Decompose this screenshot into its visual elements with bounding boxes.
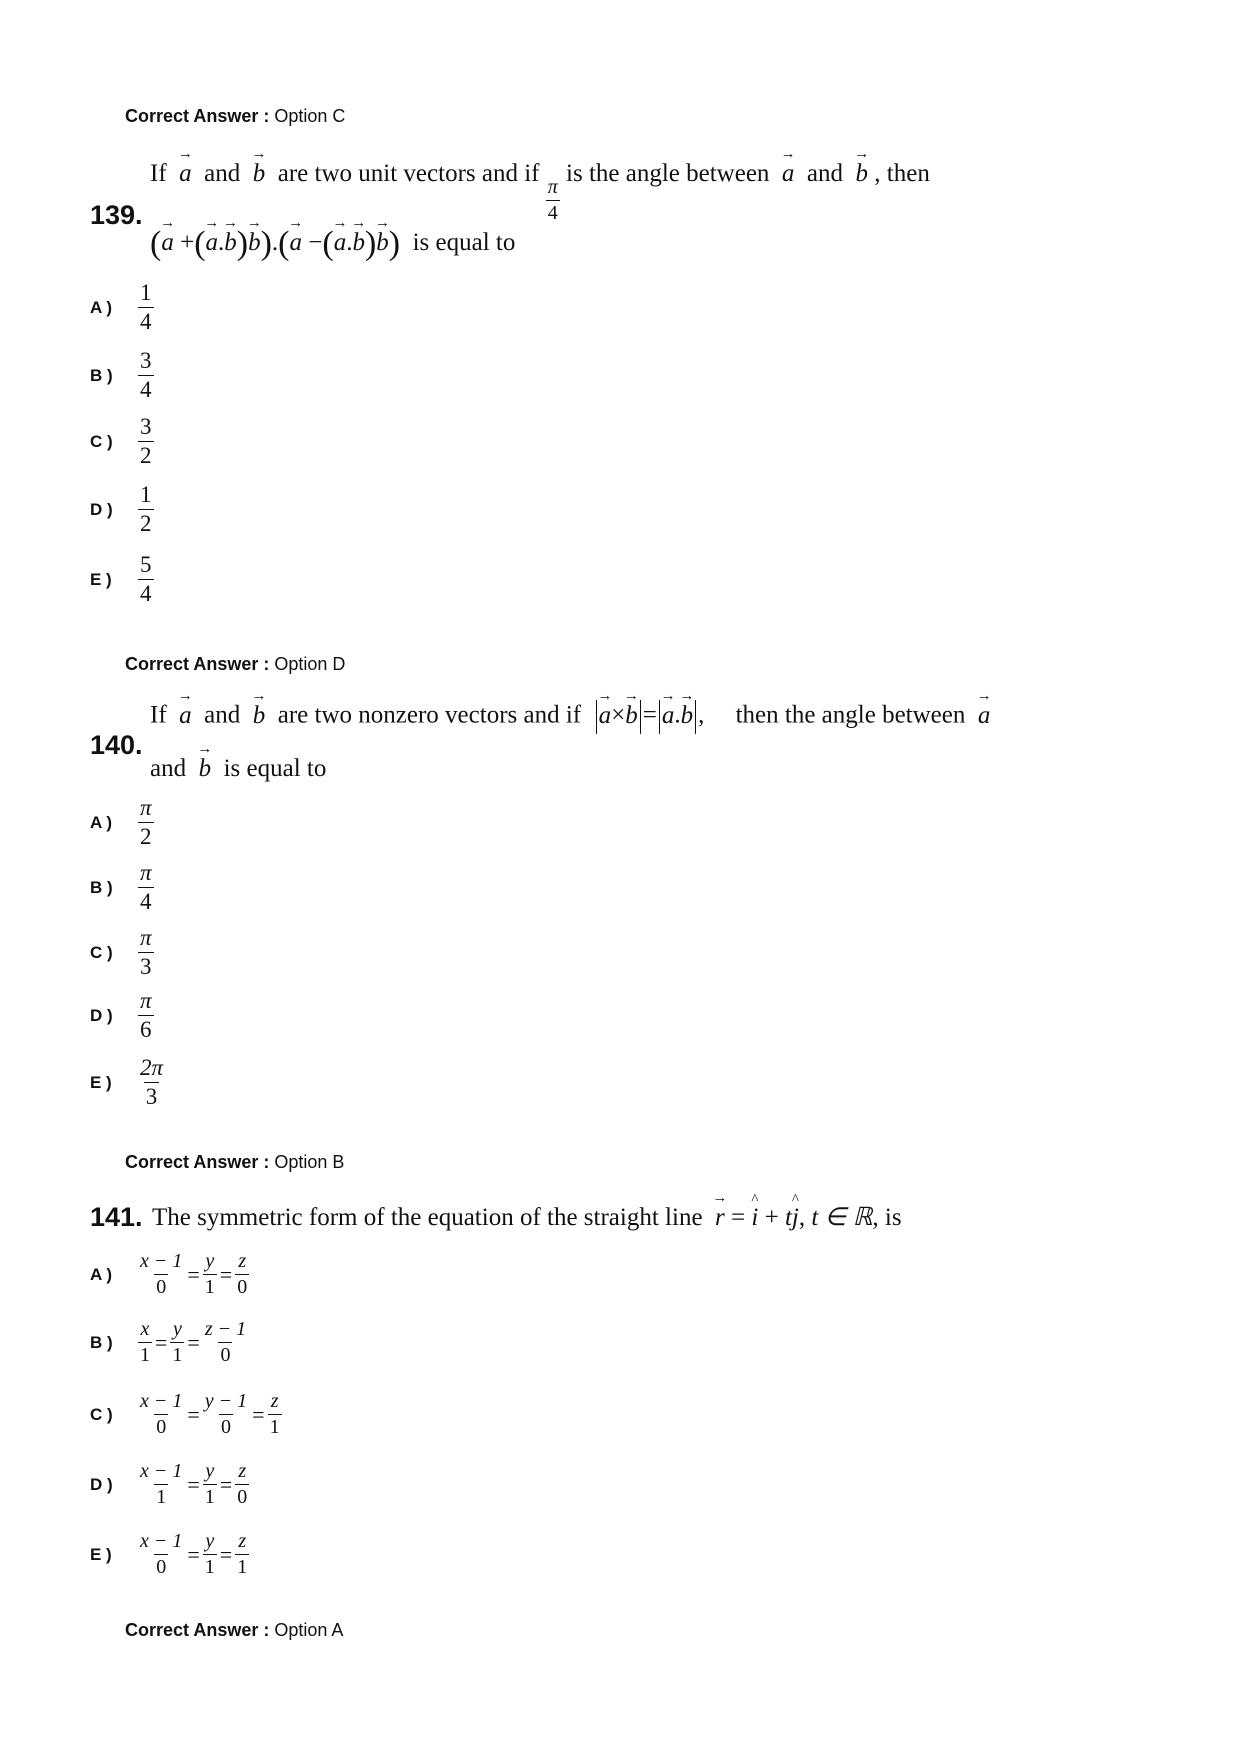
correct-answer-140: Correct Answer : Option B (125, 1152, 345, 1172)
option-140-d[interactable]: D ) $\frac{\pi}{6}$ (90, 988, 152, 1043)
answer-value: Option C (274, 106, 346, 126)
question-number-141: 141. (90, 1202, 143, 1232)
question-141-text: The symmetric form of the equation of the straight line → r = ^ i + t^ j, t ∈ ℝ, is (152, 1202, 902, 1232)
option-140-e[interactable]: E ) $\frac{2\pi}{3}$ (90, 1055, 164, 1110)
option-141-c[interactable]: C ) $\frac{x - 1}{0}$ = $\frac{y - 1}{0}$ = $\frac{z}{1}$ (90, 1390, 280, 1438)
vector-b: → b (253, 160, 266, 188)
question-140-line-1: If → a and → b are two nonzero vectors and if → a×→ b =→ a.→ b , then the angle between → a (150, 700, 990, 734)
option-140-c[interactable]: C ) $\frac{\pi}{3}$ (90, 925, 152, 980)
correct-answer-141: Correct Answer : Option A (125, 1620, 344, 1640)
correct-answer-139: Correct Answer : Option D (125, 654, 346, 674)
option-139-c[interactable]: C ) $\frac{3}{2}$ (90, 414, 152, 469)
vector-a: → a (179, 160, 192, 188)
option-139-b[interactable]: B ) $\frac{3}{4}$ (90, 348, 152, 403)
question-140-line-2: and → b is equal to (150, 755, 326, 783)
option-141-a[interactable]: A ) $\frac{x - 1}{0}$ = $\frac{y}{1}$ = $\frac{z}{0}$ (90, 1250, 248, 1298)
question-number-139: 139. (90, 200, 143, 230)
question-139-line-2: (→ a +(→ a.→ b)→ b).(→ a −(→ a.→ b)→ b) is equal to (150, 225, 515, 263)
correct-answer-138 (125, 106, 345, 127)
question-number-140: 140. (90, 730, 143, 760)
answer-prefix: Correct Answer : (125, 106, 270, 126)
option-139-d[interactable]: D ) $\frac{1}{2}$ (90, 482, 152, 537)
question-139-line-1: If → a and → b are two unit vectors and if $\frac{\pi}{4}$ is the angle between → a and → b , then (150, 160, 930, 225)
option-139-a[interactable]: A ) $\frac{1}{4}$ (90, 280, 152, 335)
option-141-d[interactable]: D ) $\frac{x - 1}{1}$ = $\frac{y}{1}$ = $\frac{z}{0}$ (90, 1460, 248, 1508)
option-140-b[interactable]: B ) $\frac{\pi}{4}$ (90, 860, 152, 915)
pi-over-4: $\frac{\pi}{4}$ (547, 176, 558, 224)
option-140-a[interactable]: A ) $\frac{\pi}{2}$ (90, 795, 152, 850)
option-141-b[interactable]: B ) $\frac{x}{1}$ = $\frac{y}{1}$ = $\frac{z - 1}{0}$ (90, 1318, 247, 1366)
option-141-e[interactable]: E ) $\frac{x - 1}{0}$ = $\frac{y}{1}$ = $\frac{z}{1}$ (90, 1530, 248, 1578)
option-139-e[interactable]: E ) $\frac{5}{4}$ (90, 552, 152, 607)
